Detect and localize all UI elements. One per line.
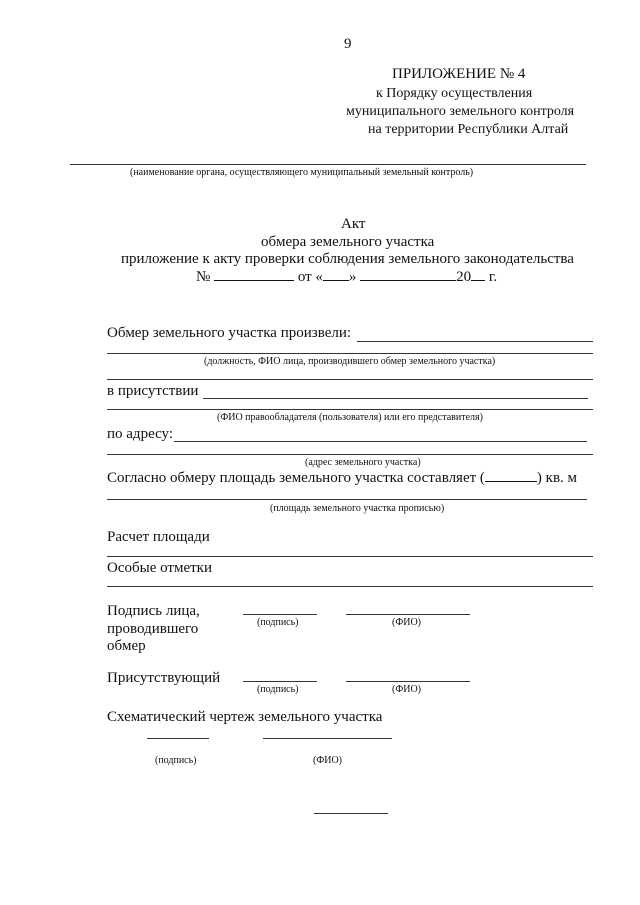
date-month-field[interactable] [360,268,456,281]
sketch-label: Схематический чертеж земельного участка [107,709,383,725]
address-field-2[interactable] [107,454,593,455]
measured-by-caption: (должность, ФИО лица, производившего обмер земельного участка) [204,356,496,367]
measured-by-label: Обмер земельного участка произвели: [107,325,352,341]
date-from-label: от « [297,269,323,285]
appendix-line-3: на территории Республики Алтай [368,122,569,137]
measurer-signature-field[interactable] [243,614,317,615]
organ-name-caption: (наименование органа, осуществляющего муниципальный земельный контроль) [130,167,474,178]
address-caption: (адрес земельного участка) [305,457,421,468]
act-description: приложение к акту проверки соблюдения земельного законодательства [121,251,574,267]
appendix-line-2: муниципального земельного контроля [346,104,575,119]
date-year-field[interactable] [471,268,485,281]
area-caption: (площадь земельного участка прописью) [270,503,445,514]
measured-by-field[interactable] [357,341,593,342]
organ-name-line[interactable] [70,164,586,165]
sketch-signature-caption: (подпись) [155,755,197,766]
presence-caption: (ФИО правообладателя (пользователя) или его представителя) [217,412,483,423]
notes-label: Особые отметки [107,560,212,576]
appendix-title: ПРИЛОЖЕНИЕ № 4 [392,66,526,82]
area-unit: ) кв. м [536,470,578,486]
closing-separator [314,813,388,814]
present-fio-field[interactable] [346,681,470,682]
present-fio-caption: (ФИО) [392,684,422,695]
area-line [107,469,577,487]
measurer-sign-label-2: проводившего [107,621,199,637]
year-suffix: г. [488,269,498,285]
date-quote-close: » [348,269,357,285]
address-field[interactable] [174,441,587,442]
address-label: по адресу: [107,426,174,442]
measured-by-field-2[interactable] [107,353,593,354]
number-sign: № [196,269,211,285]
measurer-sign-label-3: обмер [107,638,146,654]
sketch-signature-field[interactable] [147,738,209,739]
presence-field-2[interactable] [107,409,593,410]
notes-field[interactable] [107,586,593,587]
presence-label: в присутствии [107,383,199,399]
area-calc-field[interactable] [107,556,593,557]
act-subtitle: обмера земельного участка [261,234,435,250]
area-text: Согласно обмеру площадь земельного участка составляет ( [107,470,485,486]
area-calc-label: Расчет площади [107,529,210,545]
appendix-line-1: к Порядку осуществления [376,86,533,101]
measurer-signature-caption: (подпись) [257,617,299,628]
act-number-field[interactable] [214,268,294,281]
present-signature-caption: (подпись) [257,684,299,695]
present-label: Присутствующий [107,670,221,686]
act-title: Акт [341,216,366,232]
sketch-fio-field[interactable] [263,738,392,739]
date-day-field[interactable] [323,268,349,281]
year-prefix: 20 [456,269,472,285]
page-number: 9 [344,36,352,52]
measurer-fio-field[interactable] [346,614,470,615]
sketch-fio-caption: (ФИО) [313,755,343,766]
area-words-field[interactable] [107,499,587,500]
measurer-sign-label-1: Подпись лица, [107,603,200,619]
present-signature-field[interactable] [243,681,317,682]
act-number-line [196,268,497,286]
area-number-field[interactable] [485,469,537,482]
presence-field[interactable] [203,398,588,399]
measurer-fio-caption: (ФИО) [392,617,422,628]
measured-by-field-3[interactable] [107,379,593,380]
